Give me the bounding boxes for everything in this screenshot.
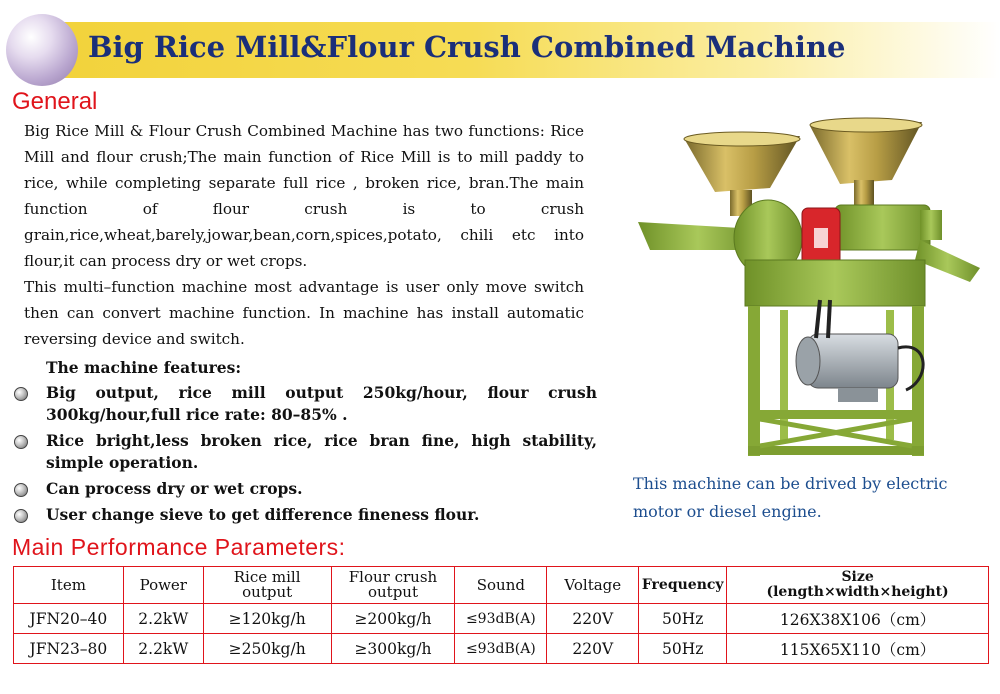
feature-text: Big output, rice mill output 250kg/hour, flour crush 300kg/hour,full rice rate: 80–85% . [46,383,597,424]
feature-text: Can process dry or wet crops. [46,479,303,498]
title-banner [0,10,1000,88]
image-caption: This machine can be drived by electric motor or diesel engine. [633,474,948,521]
description-paragraph: Big Rice Mill & Flour Crush Combined Machine has two functions: Rice Mill and flour crush;The main function of Rice Mill is to mill paddy to rice, while completing separate full rice , broken rice, bran.The main function of flour crush is to crush grain,rice,wheat,barely,jowar,bean,corn,spices,potato, chili etc into flour,it can process dry or wet crops. [24,122,584,270]
header-size: Size (length×width×height) [727,567,989,604]
general-description [24,118,584,352]
electric-motor [808,334,898,388]
general-heading: General [12,88,98,115]
table-row [14,604,989,634]
features-list [12,382,597,530]
header-rice-mill-output: Rice mill output [203,567,331,604]
table-row [14,634,989,664]
feature-item [12,382,597,426]
cell-sound: ≤93dB(A) [455,634,547,664]
header-voltage: Voltage [547,567,639,604]
feature-item [12,478,597,500]
description-paragraph: This multi–function machine most advantage is user only move switch then can convert machine function. In machine has install automatic reversing device and switch. [24,278,584,348]
header-sound: Sound [455,567,547,604]
cell-rice-output: ≥120kg/h [203,604,331,634]
table-header-row [14,567,989,604]
header-frequency: Frequency [639,567,727,604]
bullet-icon [14,509,28,523]
cell-flour-output: ≥200kg/h [331,604,455,634]
parameters-heading: Main Performance Parameters: [12,534,346,560]
bullet-icon [14,435,28,449]
cell-item: JFN20–40 [14,604,124,634]
cell-size: 115X65X110（cm） [727,634,989,664]
cell-frequency: 50Hz [639,604,727,634]
cell-frequency: 50Hz [639,634,727,664]
bullet-icon [14,483,28,497]
cell-power: 2.2kW [123,604,203,634]
page-title: Big Rice Mill&Flour Crush Combined Machine [88,30,846,64]
feature-item [12,430,597,474]
cell-voltage: 220V [547,634,639,664]
machine-illustration [630,110,985,465]
cell-power: 2.2kW [123,634,203,664]
header-flour-crush-output: Flour crush output [331,567,455,604]
header-power: Power [123,567,203,604]
bullet-icon [14,387,28,401]
feature-text: User change sieve to get difference fineness flour. [46,505,480,524]
cell-size: 126X38X106（cm） [727,604,989,634]
feature-item [12,504,597,526]
parameters-table [13,566,989,664]
cell-voltage: 220V [547,604,639,634]
feature-text: Rice bright,less broken rice, rice bran fine, high stability, simple operation. [46,431,597,472]
header-item: Item [14,567,124,604]
decorative-sphere-icon [6,14,78,86]
cell-rice-output: ≥250kg/h [203,634,331,664]
cell-flour-output: ≥300kg/h [331,634,455,664]
cell-item: JFN23–80 [14,634,124,664]
cell-sound: ≤93dB(A) [455,604,547,634]
features-title: The machine features: [46,358,242,377]
